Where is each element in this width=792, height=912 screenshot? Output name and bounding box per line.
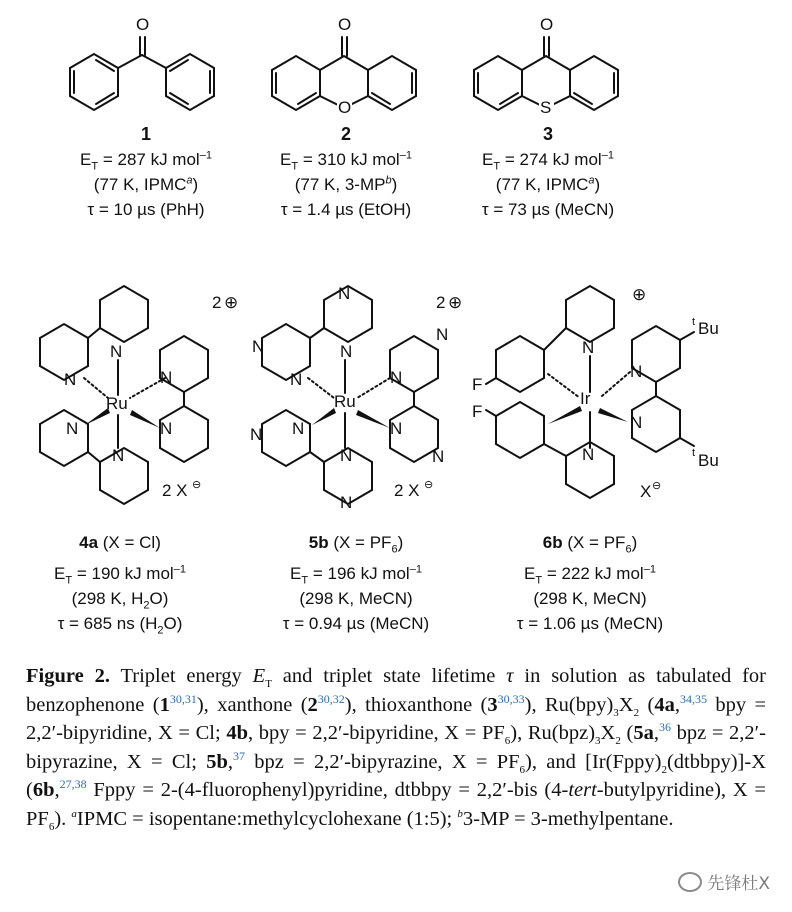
svg-text:N: N bbox=[436, 325, 449, 344]
watermark bbox=[678, 869, 770, 894]
compound-id: 6b $(X = PF_6)$ bbox=[542, 533, 638, 556]
citation-link[interactable]: 37 bbox=[232, 748, 245, 763]
svg-text:N: N bbox=[160, 419, 173, 438]
citation-link[interactable]: 27,38 bbox=[59, 777, 87, 792]
triplet-energy: $E_T = 274$ kJ mol$^{-1}$ bbox=[482, 149, 614, 173]
svg-text:Ru: Ru bbox=[106, 394, 128, 413]
svg-text:N: N bbox=[390, 368, 403, 387]
watermark-text: 先锋杜X bbox=[707, 874, 770, 894]
svg-text:O: O bbox=[540, 15, 554, 34]
lifetime: τ = 10 µs (PhH) bbox=[87, 200, 205, 219]
svg-text:⊕: ⊕ bbox=[448, 293, 463, 312]
lifetime: τ = 685 ns $(H_2O)$ bbox=[57, 614, 183, 637]
triplet-energy: $E_T = 196$ kJ mol$^{-1}$ bbox=[290, 563, 422, 587]
svg-text:N: N bbox=[390, 419, 403, 438]
svg-text:N: N bbox=[630, 413, 643, 432]
svg-text:N: N bbox=[110, 342, 123, 361]
citation-link[interactable]: 30,31 bbox=[169, 691, 197, 706]
compound-id: 5b $(X = PF_6)$ bbox=[308, 533, 404, 556]
svg-text:Ir: Ir bbox=[580, 389, 591, 408]
conditions: (298 K, MeCN) bbox=[299, 589, 413, 608]
conditions: (298 K, MeCN) bbox=[533, 589, 647, 608]
triplet-energy: $E_T = 310$ kJ mol$^{-1}$ bbox=[280, 149, 412, 173]
svg-text:N: N bbox=[582, 338, 595, 357]
lifetime: τ = 73 µs (MeCN) bbox=[481, 200, 615, 219]
svg-text:O: O bbox=[136, 15, 150, 34]
citation-link[interactable]: 30,32 bbox=[317, 691, 345, 706]
svg-text:t: t bbox=[692, 447, 696, 459]
benzophenone-structure bbox=[70, 15, 214, 110]
ru-bpy-complex-structure bbox=[40, 286, 238, 504]
wechat-icon bbox=[678, 872, 702, 892]
svg-text:2 X: 2 X bbox=[394, 481, 420, 500]
svg-text:Ru: Ru bbox=[334, 392, 356, 411]
svg-text:N: N bbox=[64, 370, 77, 389]
svg-text:⊖: ⊖ bbox=[424, 479, 434, 491]
svg-text:N: N bbox=[292, 419, 305, 438]
svg-text:N: N bbox=[432, 447, 445, 466]
svg-text:2: 2 bbox=[212, 293, 222, 312]
svg-text:N: N bbox=[340, 446, 353, 465]
citation-link[interactable]: 30,33 bbox=[497, 691, 525, 706]
lifetime: τ = 1.4 µs (EtOH) bbox=[280, 200, 412, 219]
svg-text:⊖: ⊖ bbox=[652, 480, 662, 492]
xanthone-structure bbox=[272, 15, 416, 117]
svg-text:Bu: Bu bbox=[698, 319, 719, 338]
compound-5b-data bbox=[256, 530, 456, 636]
triplet-energy: $E_T = 222$ kJ mol$^{-1}$ bbox=[524, 563, 656, 587]
triplet-energy: $E_T = 287$ kJ mol$^{-1}$ bbox=[80, 149, 212, 173]
svg-text:N: N bbox=[250, 425, 263, 444]
ru-bpz-complex-structure bbox=[250, 284, 462, 512]
citation-link[interactable]: 34,35 bbox=[679, 691, 707, 706]
svg-text:N: N bbox=[340, 493, 353, 512]
svg-text:N: N bbox=[340, 342, 353, 361]
svg-text:N: N bbox=[630, 362, 643, 381]
svg-text:S: S bbox=[540, 98, 552, 117]
svg-text:Bu: Bu bbox=[698, 451, 719, 470]
conditions: (77 K, IPMC$^a$) bbox=[93, 174, 199, 194]
compound-4a-data bbox=[30, 530, 210, 636]
compound-6b-data bbox=[490, 530, 690, 636]
conditions: (77 K, $3-MP^b$) bbox=[294, 174, 398, 194]
conditions: (77 K, IPMC$^a$) bbox=[495, 174, 601, 194]
svg-text:O: O bbox=[338, 15, 352, 34]
figure-caption: Figure 2. Triplet energy $E_T$ and triplet state lifetime τ in solution as tabulated for benzophenone (1$^{30,31}$), xanthone (2$^{30,32}$), thioxanthone (3$^{30,33}$), $Ru(bpy)_3X_2$ (4a,$^{34,35}$ bpy = 2,2′-bipyridine, X = Cl; 4b, bpy = 2,2′-bipyridine, $X = PF_6$), $Ru(bpz)_3X_2$ (5a,$^{36}$ bpz = 2,2′-bipyrazine, X = Cl; 5b,$^{37}$ bpz = 2,2′-bipyrazine, $X = PF_6$), and $[Ir(Fppy)_2(dtbbpy)]-X$ (6b,$^{27,38}$ Fppy = 2-(4-fluorophenyl)pyridine, dtbbpy = 2,2′-bis (4-tert-butylpyridine), $X = PF_6$). $^a$IPMC = isopentane:methylcyclohexane (1:5); $^b$3-MP = 3-methylpentane. bbox=[26, 665, 767, 833]
svg-text:N: N bbox=[290, 370, 303, 389]
compound-id: 4a (X = Cl) bbox=[79, 533, 161, 552]
svg-text:O: O bbox=[338, 98, 352, 117]
conditions: (298 K, $H_2O$) bbox=[71, 589, 169, 612]
citation-link[interactable]: 36 bbox=[658, 720, 671, 735]
svg-text:⊕: ⊕ bbox=[224, 293, 239, 312]
compound-2-data bbox=[262, 122, 430, 222]
svg-text:N: N bbox=[252, 337, 265, 356]
svg-text:2 X: 2 X bbox=[162, 481, 188, 500]
compound-id: 2 bbox=[340, 124, 351, 144]
lifetime: τ = 1.06 µs (MeCN) bbox=[516, 614, 664, 633]
svg-text:2: 2 bbox=[436, 293, 446, 312]
compound-id: 3 bbox=[542, 124, 553, 144]
svg-text:⊕: ⊕ bbox=[632, 285, 647, 304]
triplet-energy: $E_T = 190$ kJ mol$^{-1}$ bbox=[54, 563, 186, 587]
svg-text:t: t bbox=[692, 316, 696, 328]
svg-text:F: F bbox=[472, 402, 483, 421]
thioxanthone-structure bbox=[474, 15, 618, 117]
svg-text:X: X bbox=[640, 482, 652, 501]
svg-text:N: N bbox=[160, 368, 173, 387]
compound-id: 1 bbox=[140, 124, 151, 144]
svg-text:N: N bbox=[66, 419, 79, 438]
svg-text:N: N bbox=[582, 445, 595, 464]
compound-1-data bbox=[62, 122, 230, 222]
svg-text:N: N bbox=[338, 284, 351, 303]
compound-3-data bbox=[464, 122, 632, 222]
svg-text:F: F bbox=[472, 375, 483, 394]
svg-text:N: N bbox=[112, 446, 125, 465]
ir-complex-structure bbox=[472, 285, 719, 501]
svg-text:⊖: ⊖ bbox=[192, 479, 202, 491]
lifetime: τ = 0.94 µs (MeCN) bbox=[282, 614, 430, 633]
